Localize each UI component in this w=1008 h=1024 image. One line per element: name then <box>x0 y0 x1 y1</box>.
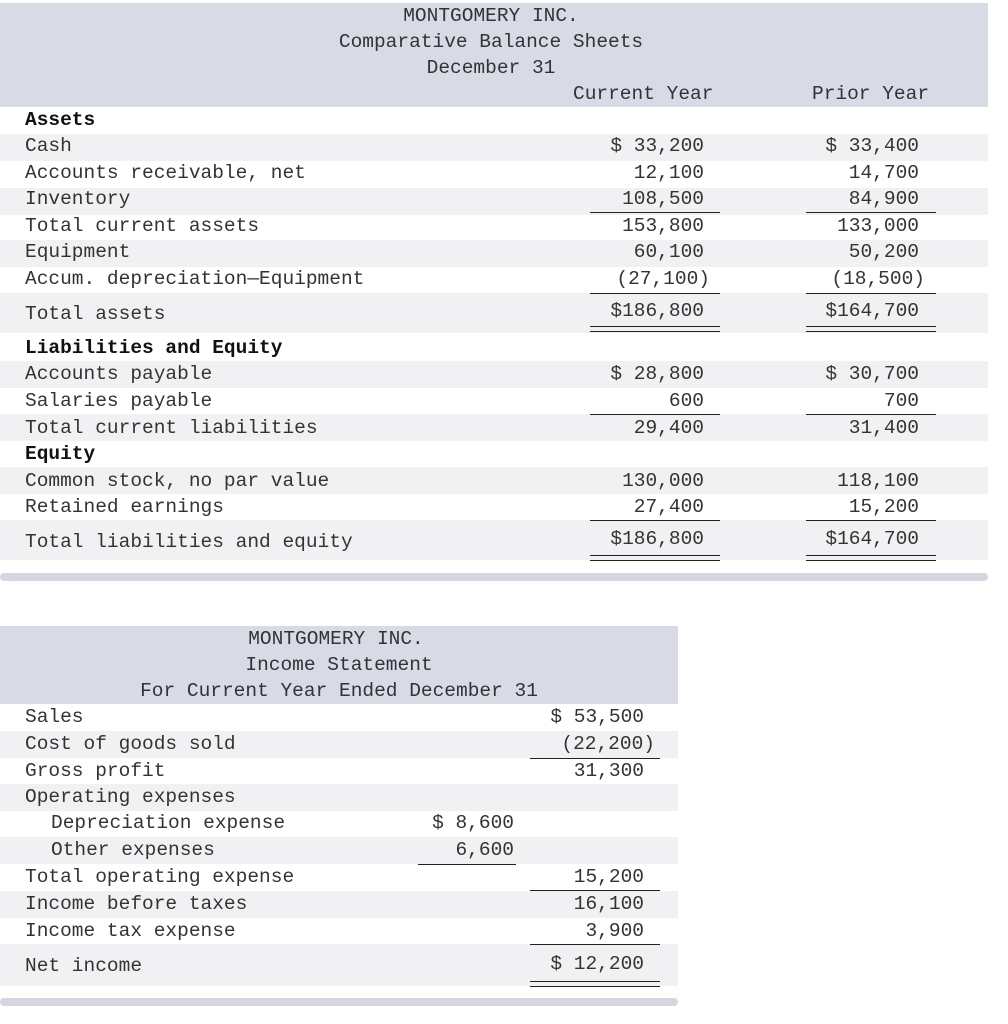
row-label: Cost of goods sold <box>25 733 236 755</box>
double-rule <box>806 555 936 561</box>
row-label: Operating expenses <box>25 786 236 808</box>
cell-current: 29,400 <box>633 417 704 439</box>
row-label: Total liabilities and equity <box>25 531 353 553</box>
cell-current: 153,800 <box>622 215 704 237</box>
row-label: Inventory <box>25 188 131 210</box>
cell-current: (27,100) <box>616 268 710 290</box>
row-label: Sales <box>25 706 84 728</box>
rule <box>806 212 936 213</box>
row-label: Retained earnings <box>25 496 224 518</box>
cell-prior: 84,900 <box>848 188 919 210</box>
cell-prior: 133,000 <box>837 215 919 237</box>
assets-heading: Assets <box>25 109 96 131</box>
rule <box>806 293 936 294</box>
row-label: Total operating expense <box>25 866 295 888</box>
cell-inner: $ 8,600 <box>432 812 514 834</box>
rule <box>530 944 660 945</box>
cell-prior: 15,200 <box>848 496 919 518</box>
bs-date: December 31 <box>426 57 556 79</box>
cell-current: $186,800 <box>610 300 704 322</box>
row-label: Equipment <box>25 241 131 263</box>
rule <box>590 414 720 415</box>
cell-current: 130,000 <box>622 470 704 492</box>
cell-current: 27,400 <box>633 496 704 518</box>
cell-value: 16,100 <box>573 893 644 915</box>
row-label: Cash <box>25 135 72 157</box>
cell-current: 60,100 <box>633 241 704 263</box>
double-rule <box>530 981 660 987</box>
cell-prior: 14,700 <box>848 162 919 184</box>
cell-value: 31,300 <box>573 760 644 782</box>
double-rule <box>806 326 936 332</box>
rule <box>418 864 516 865</box>
row-label: Total assets <box>25 303 166 325</box>
cell-prior: $164,700 <box>825 300 919 322</box>
col-prior-year: Prior Year <box>812 83 930 105</box>
rule <box>590 520 720 521</box>
row-label: Gross profit <box>25 760 166 782</box>
row-label: Common stock, no par value <box>25 470 330 492</box>
cell-current: $ 28,800 <box>610 363 704 385</box>
double-rule <box>590 555 720 561</box>
bs-company: MONTGOMERY INC. <box>403 5 579 27</box>
row-label: Accounts receivable, net <box>25 162 306 184</box>
equity-heading: Equity <box>25 443 96 465</box>
cell-prior: $164,700 <box>825 528 919 550</box>
cell-prior: $ 30,700 <box>825 363 919 385</box>
row-label: Income before taxes <box>25 893 248 915</box>
cell-current: $ 33,200 <box>610 135 704 157</box>
cell-prior: $ 33,400 <box>825 135 919 157</box>
rule <box>806 414 936 415</box>
cell-inner: 6,600 <box>455 839 514 861</box>
rule <box>806 520 936 521</box>
row-label: Other expenses <box>51 839 215 861</box>
cell-current: 600 <box>668 390 704 412</box>
col-current-year: Current Year <box>573 83 714 105</box>
is-title: Income Statement <box>245 654 433 676</box>
cell-value: (22,200) <box>561 733 655 755</box>
cell-value: $ 12,200 <box>550 953 644 975</box>
double-rule <box>590 326 720 332</box>
bs-bottom-bar <box>0 573 988 581</box>
cell-prior: (18,500) <box>831 268 925 290</box>
cell-prior: 50,200 <box>848 241 919 263</box>
row-label: Accounts payable <box>25 363 213 385</box>
cell-value: 15,200 <box>573 866 644 888</box>
row-label: Income tax expense <box>25 920 236 942</box>
liabilities-heading: Liabilities and Equity <box>25 337 283 359</box>
cell-value: 3,900 <box>585 920 644 942</box>
row-label: Net income <box>25 955 143 977</box>
is-bottom-bar <box>0 998 678 1006</box>
cell-prior: 700 <box>883 390 919 412</box>
is-period: For Current Year Ended December 31 <box>140 680 538 702</box>
rule <box>590 212 720 213</box>
cell-current: $186,800 <box>610 528 704 550</box>
row-label: Total current liabilities <box>25 417 318 439</box>
row-label: Total current assets <box>25 215 260 237</box>
row-label: Depreciation expense <box>51 812 286 834</box>
row-label: Salaries payable <box>25 390 213 412</box>
cell-prior: 118,100 <box>837 470 919 492</box>
is-company: MONTGOMERY INC. <box>248 628 424 650</box>
rule <box>590 293 720 294</box>
bs-title: Comparative Balance Sheets <box>338 31 644 53</box>
cell-current: 12,100 <box>633 162 704 184</box>
cell-prior: 31,400 <box>848 417 919 439</box>
cell-value: $ 53,500 <box>550 706 644 728</box>
row-label: Accum. depreciation—Equipment <box>25 268 365 290</box>
rule <box>530 890 660 891</box>
cell-current: 108,500 <box>622 188 704 210</box>
